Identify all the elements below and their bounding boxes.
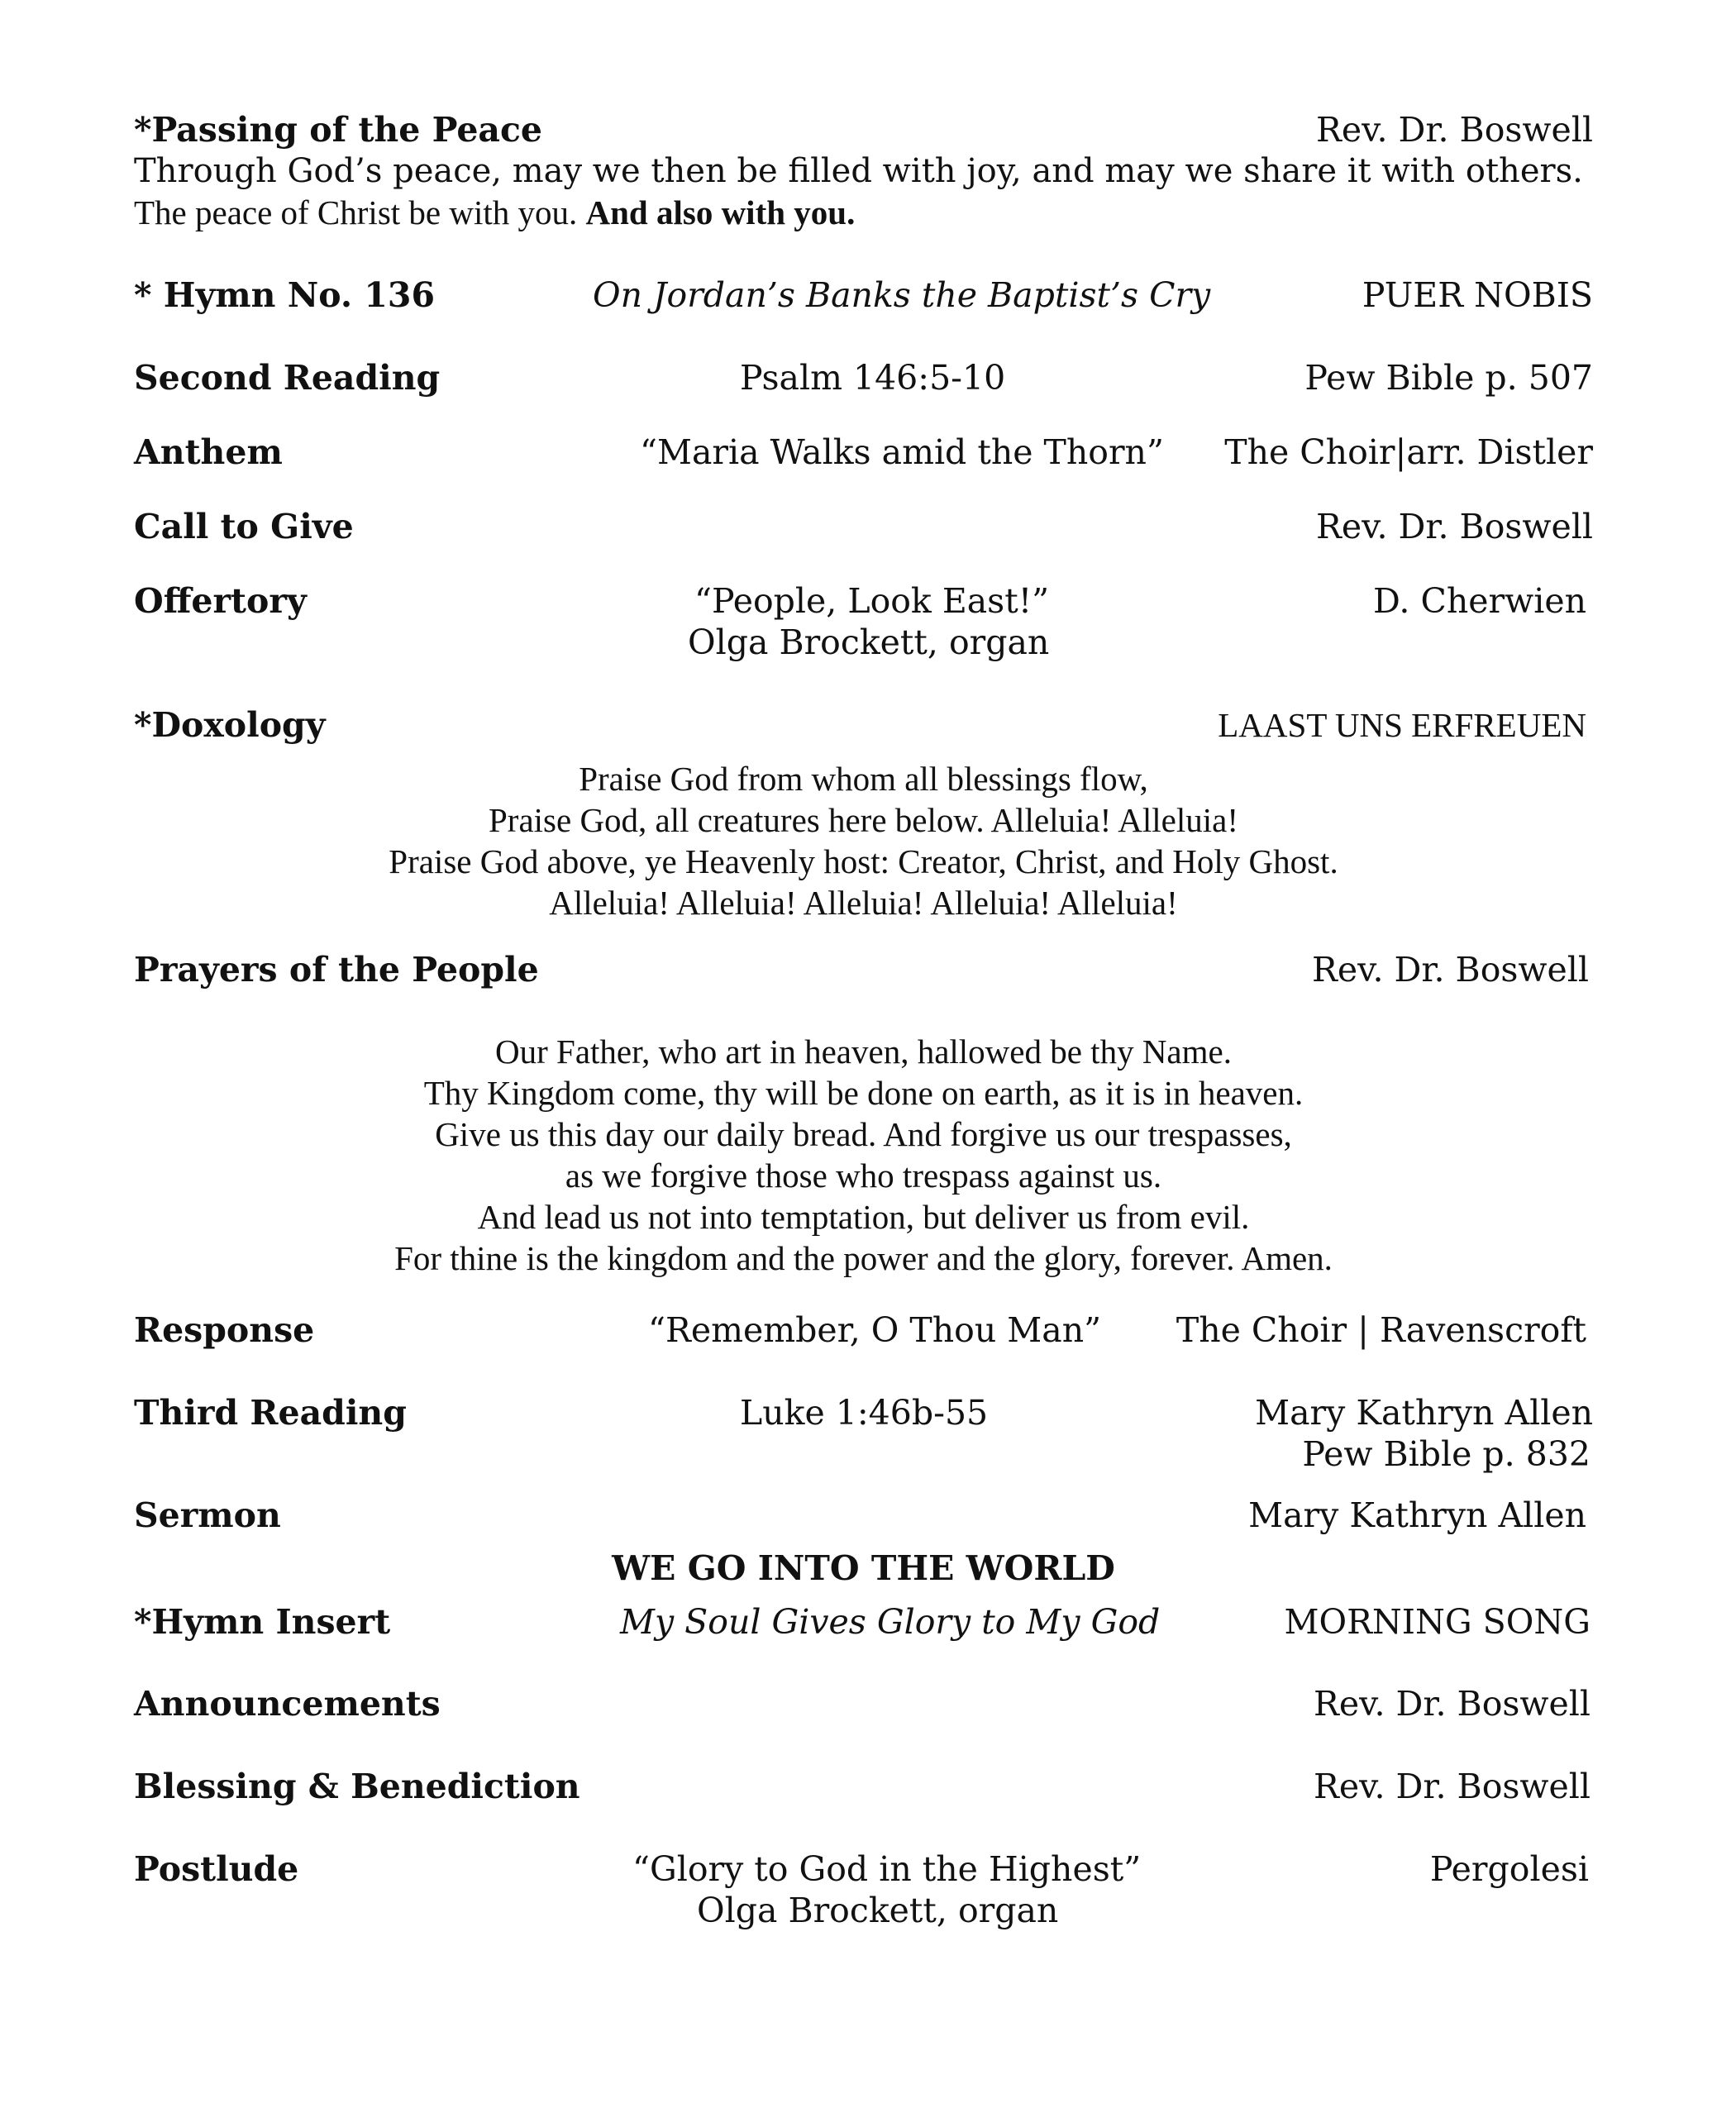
passing-peace-title: *Passing of the Peace [134, 110, 543, 150]
anthem-row [134, 432, 1593, 481]
call-to-give-leader: Rev. Dr. Boswell [1316, 507, 1593, 546]
passing-peace-leader: Rev. Dr. Boswell [1316, 110, 1593, 150]
prayer-line: For thine is the kingdom and the power and the glory, forever. Amen. [394, 1239, 1333, 1277]
hymn-136-label: * Hymn No. 136 [134, 275, 435, 315]
second-reading-label: Second Reading [134, 358, 441, 398]
prayers-row [134, 949, 1593, 999]
passing-peace-call: The peace of Christ be with you. [134, 193, 578, 231]
prayer-line: Give us this day our daily bread. And forgive us our trespasses, [435, 1115, 1292, 1153]
blessing-row [134, 1766, 1593, 1815]
doxology-label: *Doxology [134, 705, 326, 745]
sermon-label: Sermon [134, 1495, 281, 1535]
response-row [134, 1309, 1593, 1359]
prayer-line: Thy Kingdom come, thy will be done on earth, as it is in heaven. [423, 1074, 1304, 1112]
blessing-label: Blessing & Benediction [134, 1767, 580, 1806]
passing-peace-response: And also with you. [585, 193, 856, 231]
offertory-performer: Olga Brockett, organ [688, 622, 1050, 662]
sermon-row [134, 1495, 1593, 1544]
announcements-label: Announcements [134, 1684, 441, 1724]
sermon-preacher: Mary Kathryn Allen [1248, 1495, 1586, 1535]
response-title: “Remember, O Thou Man” [648, 1310, 1102, 1350]
offertory-row [134, 580, 1593, 671]
call-to-give-label: Call to Give [134, 507, 354, 546]
hymn-insert-tune: MORNING SONG [1284, 1602, 1591, 1642]
passing-peace-line2 [134, 192, 855, 233]
doxology-line: Alleluia! Alleluia! Alleluia! Alleluia! Alleluia! [549, 884, 1178, 922]
third-reading-reader: Mary Kathryn Allen [1255, 1393, 1593, 1433]
hymn-136-row [134, 274, 1593, 324]
hymn-insert-title: My Soul Gives Glory to My God [620, 1602, 1161, 1642]
prayer-line: And lead us not into temptation, but deliver us from evil. [477, 1198, 1250, 1236]
anthem-label: Anthem [134, 432, 283, 472]
postlude-row [134, 1848, 1593, 1939]
postlude-performer: Olga Brockett, organ [697, 1891, 1059, 1930]
section-heading: WE GO INTO THE WORLD [612, 1548, 1115, 1588]
offertory-title: “People, Look East!” [694, 581, 1050, 621]
postlude-title: “Glory to God in the Highest” [632, 1849, 1142, 1889]
doxology-line: Praise God from whom all blessings flow, [579, 760, 1148, 798]
prayer-line: as we forgive those who trespass against us. [565, 1157, 1162, 1195]
announcements-leader: Rev. Dr. Boswell [1314, 1684, 1591, 1724]
postlude-label: Postlude [134, 1849, 299, 1889]
anthem-performer: The Choir [1224, 432, 1395, 472]
third-reading-label: Third Reading [134, 1393, 407, 1433]
doxology-text [134, 758, 1593, 923]
second-reading-ref: Pew Bible p. 507 [1304, 358, 1593, 398]
hymn-136-title: On Jordan’s Banks the Baptist’s Cry [593, 275, 1211, 315]
announcements-row [134, 1683, 1593, 1733]
response-credit: The Choir | Ravenscroft [1176, 1310, 1586, 1350]
anthem-separator: | [1395, 432, 1407, 472]
prayer-line: Our Father, who art in heaven, hallowed be thy Name. [495, 1033, 1232, 1071]
offertory-label: Offertory [134, 581, 307, 621]
second-reading-row [134, 357, 1593, 407]
hymn-insert-label: *Hymn Insert [134, 1602, 391, 1642]
anthem-credit [1224, 432, 1593, 473]
postlude-composer: Pergolesi [1429, 1849, 1589, 1889]
doxology-line: Praise God above, ye Heavenly host: Creator, Christ, and Holy Ghost. [389, 842, 1338, 880]
passing-peace-line1: Through God’s peace, may we then be filled with joy, and may we share it with others. [134, 152, 1583, 190]
third-reading-passage: Luke 1:46b-55 [740, 1393, 989, 1433]
third-reading-ref: Pew Bible p. 832 [1302, 1434, 1591, 1474]
hymn-insert-row [134, 1601, 1593, 1651]
hymn-136-tune: PUER NOBIS [1362, 275, 1593, 315]
doxology-line: Praise God, all creatures here below. Alleluia! Alleluia! [489, 801, 1238, 839]
blessing-leader: Rev. Dr. Boswell [1314, 1767, 1591, 1806]
second-reading-passage: Psalm 146:5-10 [740, 358, 1006, 398]
prayers-label: Prayers of the People [134, 950, 539, 990]
offertory-composer: D. Cherwien [1373, 581, 1586, 621]
anthem-arranger: arr. Distler [1406, 432, 1593, 472]
prayers-leader: Rev. Dr. Boswell [1312, 950, 1589, 990]
lords-prayer-text [134, 1031, 1593, 1279]
response-label: Response [134, 1310, 315, 1350]
doxology-tune: LAAST UNS ERFREUEN [1218, 706, 1586, 744]
third-reading-row [134, 1392, 1593, 1483]
doxology-row [134, 704, 1593, 754]
anthem-title: “Maria Walks amid the Thorn” [640, 432, 1164, 472]
call-to-give-row [134, 506, 1593, 556]
